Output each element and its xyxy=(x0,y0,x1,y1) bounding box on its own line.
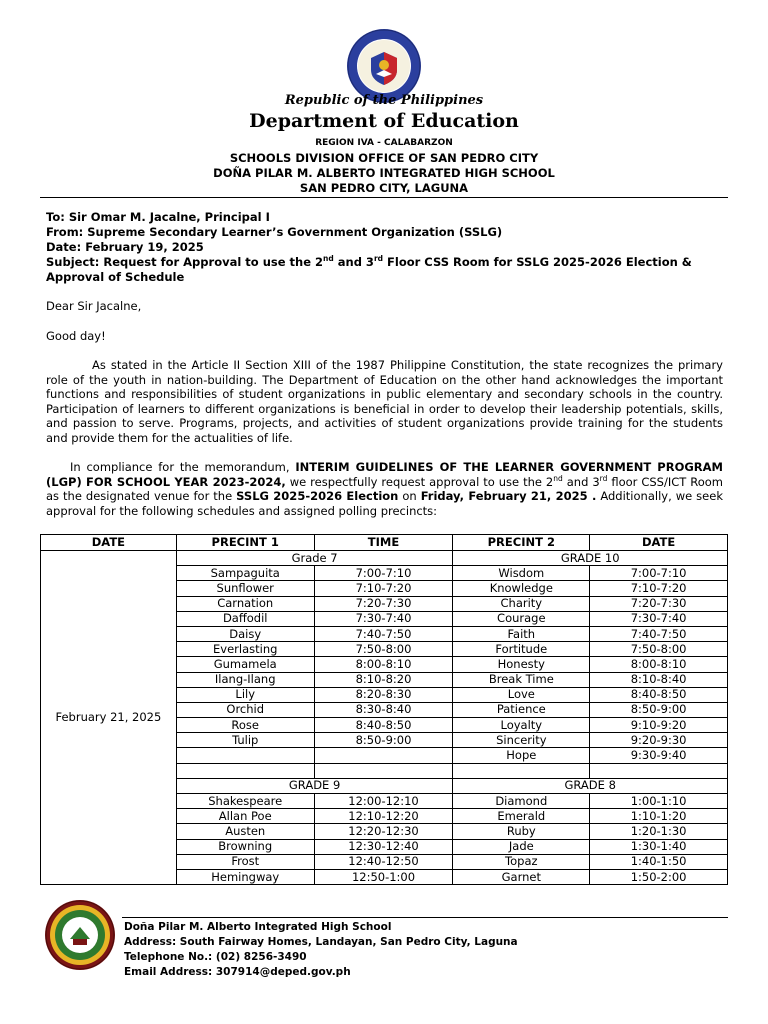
precint-2-section: Break Time xyxy=(453,672,590,687)
precint-1-section xyxy=(176,763,314,778)
time-slot-1: 12:50-1:00 xyxy=(314,869,453,884)
header-precint-2: PRECINT 2 xyxy=(453,535,590,551)
precint-2-section: Diamond xyxy=(453,794,590,809)
memo-to: To: Sir Omar M. Jacalne, Principal I xyxy=(46,210,270,224)
precint-1-section: Carnation xyxy=(176,596,314,611)
time-slot-1: 12:40-12:50 xyxy=(314,854,453,869)
precint-2-section: Love xyxy=(453,687,590,702)
region-line: REGION IVA - CALABARZON xyxy=(315,138,453,148)
footer-email: Email Address: 307914@deped.gov.ph xyxy=(124,966,351,978)
precint-2-section: Charity xyxy=(453,596,590,611)
p2-text-1: In compliance for the memorandum, xyxy=(70,460,296,474)
time-slot-1 xyxy=(314,763,453,778)
subject-part-a: Subject: Request for Approval to use the 2 xyxy=(46,255,324,269)
time-slot-2 xyxy=(590,763,728,778)
precint-1-section: Shakespeare xyxy=(176,794,314,809)
precint-2-section: Fortitude xyxy=(453,642,590,657)
school-name-line: DOÑA PILAR M. ALBERTO INTEGRATED HIGH SCHOOL xyxy=(213,166,555,180)
precint-2-section: Ruby xyxy=(453,824,590,839)
subject-sup-rd: rd xyxy=(373,254,384,264)
time-slot-2: 7:50-8:00 xyxy=(590,642,728,657)
precint-1-section: Gumamela xyxy=(176,657,314,672)
precint-1-section: Sampaguita xyxy=(176,566,314,581)
p2-text-6: Additionally, we seek approval for the following schedules and assigned polling precincts: xyxy=(46,489,723,518)
time-slot-1: 7:30-7:40 xyxy=(314,611,453,626)
p2-text-3: and 3 xyxy=(562,474,600,489)
precint-2-section: Garnet xyxy=(453,869,590,884)
grade-label-row xyxy=(41,551,728,566)
footer-telephone: Telephone No.: (02) 8256-3490 xyxy=(124,951,307,963)
p2-text-4: floor CSS/ICT Room as the designated venue for the xyxy=(46,474,724,504)
precint-2-section: Jade xyxy=(453,839,590,854)
table-header-row xyxy=(41,535,728,551)
grade-label-left: Grade 7 xyxy=(176,551,453,566)
precint-2-section: Courage xyxy=(453,611,590,626)
salutation: Dear Sir Jacalne, xyxy=(46,299,142,313)
subject-part-c: Floor CSS Room for SSLG 2025-2026 Election & xyxy=(383,255,692,269)
p2-memo-title: INTERIM GUIDELINES OF THE LEARNER GOVERNMENT PROGRAM (LGP) FOR SCHOOL YEAR 2023-2024, xyxy=(46,460,723,489)
precint-2-section xyxy=(453,763,590,778)
precint-1-section: Ilang-Ilang xyxy=(176,672,314,687)
schedule-body xyxy=(41,551,728,885)
memo-from: From: Supreme Secondary Learner’s Government Organization (SSLG) xyxy=(46,225,503,239)
time-slot-2: 1:10-1:20 xyxy=(590,809,728,824)
precint-1-section xyxy=(176,748,314,763)
precint-1-section: Orchid xyxy=(176,702,314,717)
school-seal-logo xyxy=(44,899,116,971)
time-slot-2: 1:30-1:40 xyxy=(590,839,728,854)
time-slot-2: 7:20-7:30 xyxy=(590,596,728,611)
grade-label-right: GRADE 10 xyxy=(453,551,728,566)
time-slot-2: 8:00-8:10 xyxy=(590,657,728,672)
time-slot-1: 12:10-12:20 xyxy=(314,809,453,824)
time-slot-1: 8:50-9:00 xyxy=(314,733,453,748)
precint-1-section: Daffodil xyxy=(176,611,314,626)
greeting: Good day! xyxy=(46,329,106,343)
division-line: SCHOOLS DIVISION OFFICE OF SAN PEDRO CITY xyxy=(229,151,539,165)
p2-election-name: SSLG 2025-2026 Election xyxy=(236,489,399,504)
time-slot-2: 7:10-7:20 xyxy=(590,581,728,596)
footer-divider xyxy=(122,917,728,918)
precint-2-section: Knowledge xyxy=(453,581,590,596)
p2-text-5: on xyxy=(398,489,421,504)
precint-1-section: Allan Poe xyxy=(176,809,314,824)
time-slot-2: 9:20-9:30 xyxy=(590,733,728,748)
time-slot-2: 1:20-1:30 xyxy=(590,824,728,839)
header-date-left: DATE xyxy=(41,535,177,551)
subject-sup-nd: nd xyxy=(323,254,334,264)
time-slot-1 xyxy=(314,748,453,763)
p2-sup-rd: rd xyxy=(599,473,608,483)
footer-address: Address: South Fairway Homes, Landayan, San Pedro City, Laguna xyxy=(124,936,518,948)
header-date-right: DATE xyxy=(590,535,728,551)
subject-part-b: and 3 xyxy=(333,255,374,269)
precint-2-section: Patience xyxy=(453,702,590,717)
time-slot-2: 1:40-1:50 xyxy=(590,854,728,869)
p2-election-date: Friday, February 21, 2025 . xyxy=(420,489,597,504)
time-slot-1: 12:00-12:10 xyxy=(314,794,453,809)
precint-1-section: Hemingway xyxy=(176,869,314,884)
city-line: SAN PEDRO CITY, LAGUNA xyxy=(299,181,469,195)
time-slot-1: 8:20-8:30 xyxy=(314,687,453,702)
precint-1-section: Browning xyxy=(176,839,314,854)
time-slot-2: 8:10-8:40 xyxy=(590,672,728,687)
time-slot-1: 7:50-8:00 xyxy=(314,642,453,657)
precint-2-section: Emerald xyxy=(453,809,590,824)
time-slot-1: 8:00-8:10 xyxy=(314,657,453,672)
precint-2-section: Sincerity xyxy=(453,733,590,748)
precint-2-section: Honesty xyxy=(453,657,590,672)
precint-2-section: Loyalty xyxy=(453,718,590,733)
memo-subject-line2: Approval of Schedule xyxy=(46,270,185,284)
time-slot-1: 7:20-7:30 xyxy=(314,596,453,611)
time-slot-1: 12:30-12:40 xyxy=(314,839,453,854)
time-slot-2: 7:30-7:40 xyxy=(590,611,728,626)
time-slot-2: 9:30-9:40 xyxy=(590,748,728,763)
header-precint-1: PRECINT 1 xyxy=(176,535,314,551)
time-slot-2: 1:00-1:10 xyxy=(590,794,728,809)
department-heading: Department of Education xyxy=(249,110,519,132)
time-slot-1: 8:40-8:50 xyxy=(314,718,453,733)
precint-1-section: Frost xyxy=(176,854,314,869)
time-slot-2: 8:50-9:00 xyxy=(590,702,728,717)
time-slot-2: 7:40-7:50 xyxy=(590,626,728,641)
memo-date: Date: February 19, 2025 xyxy=(46,240,204,254)
precint-1-section: Rose xyxy=(176,718,314,733)
paragraph-compliance xyxy=(46,460,723,518)
time-slot-1: 7:40-7:50 xyxy=(314,626,453,641)
header-time: TIME xyxy=(314,535,453,551)
memo-subject xyxy=(46,255,723,270)
p2-sup-nd: nd xyxy=(553,473,563,483)
time-slot-1: 7:00-7:10 xyxy=(314,566,453,581)
time-slot-1: 7:10-7:20 xyxy=(314,581,453,596)
grade-label-left: GRADE 9 xyxy=(176,778,453,793)
precint-1-section: Austen xyxy=(176,824,314,839)
precint-1-section: Tulip xyxy=(176,733,314,748)
date-cell: February 21, 2025 xyxy=(41,551,177,885)
footer-school: Doña Pilar M. Alberto Integrated High School xyxy=(124,921,392,933)
precint-2-section: Faith xyxy=(453,626,590,641)
time-slot-2: 1:50-2:00 xyxy=(590,869,728,884)
time-slot-2: 9:10-9:20 xyxy=(590,718,728,733)
grade-label-right: GRADE 8 xyxy=(453,778,728,793)
precint-1-section: Daisy xyxy=(176,626,314,641)
paragraph-constitution: As stated in the Article II Section XIII of the 1987 Philippine Constitution, the state recognizes the primary role of the youth in nation-building. The Department of Education on the other hand acknowledges the important functions and responsibilities of student organizations in public elementary and secondary schools in the country. Participation of learners to different organizations is beneficial in order to develop their leadership potentials, skills, and passion to serve. Programs, projects, and activities of student organizations provide training for the students and provide them for the actualities of life. xyxy=(46,358,723,445)
time-slot-1: 8:30-8:40 xyxy=(314,702,453,717)
precint-2-section: Wisdom xyxy=(453,566,590,581)
header-divider xyxy=(40,197,728,198)
precint-1-section: Sunflower xyxy=(176,581,314,596)
precint-2-section: Topaz xyxy=(453,854,590,869)
time-slot-2: 7:00-7:10 xyxy=(590,566,728,581)
schedule-table xyxy=(40,534,728,885)
p2-text-2: we respectfully request approval to use the 2 xyxy=(285,474,554,489)
precint-2-section: Hope xyxy=(453,748,590,763)
time-slot-1: 8:10-8:20 xyxy=(314,672,453,687)
republic-heading: Republic of the Philippines xyxy=(284,93,484,108)
time-slot-1: 12:20-12:30 xyxy=(314,824,453,839)
time-slot-2: 8:40-8:50 xyxy=(590,687,728,702)
precint-1-section: Everlasting xyxy=(176,642,314,657)
precint-1-section: Lily xyxy=(176,687,314,702)
